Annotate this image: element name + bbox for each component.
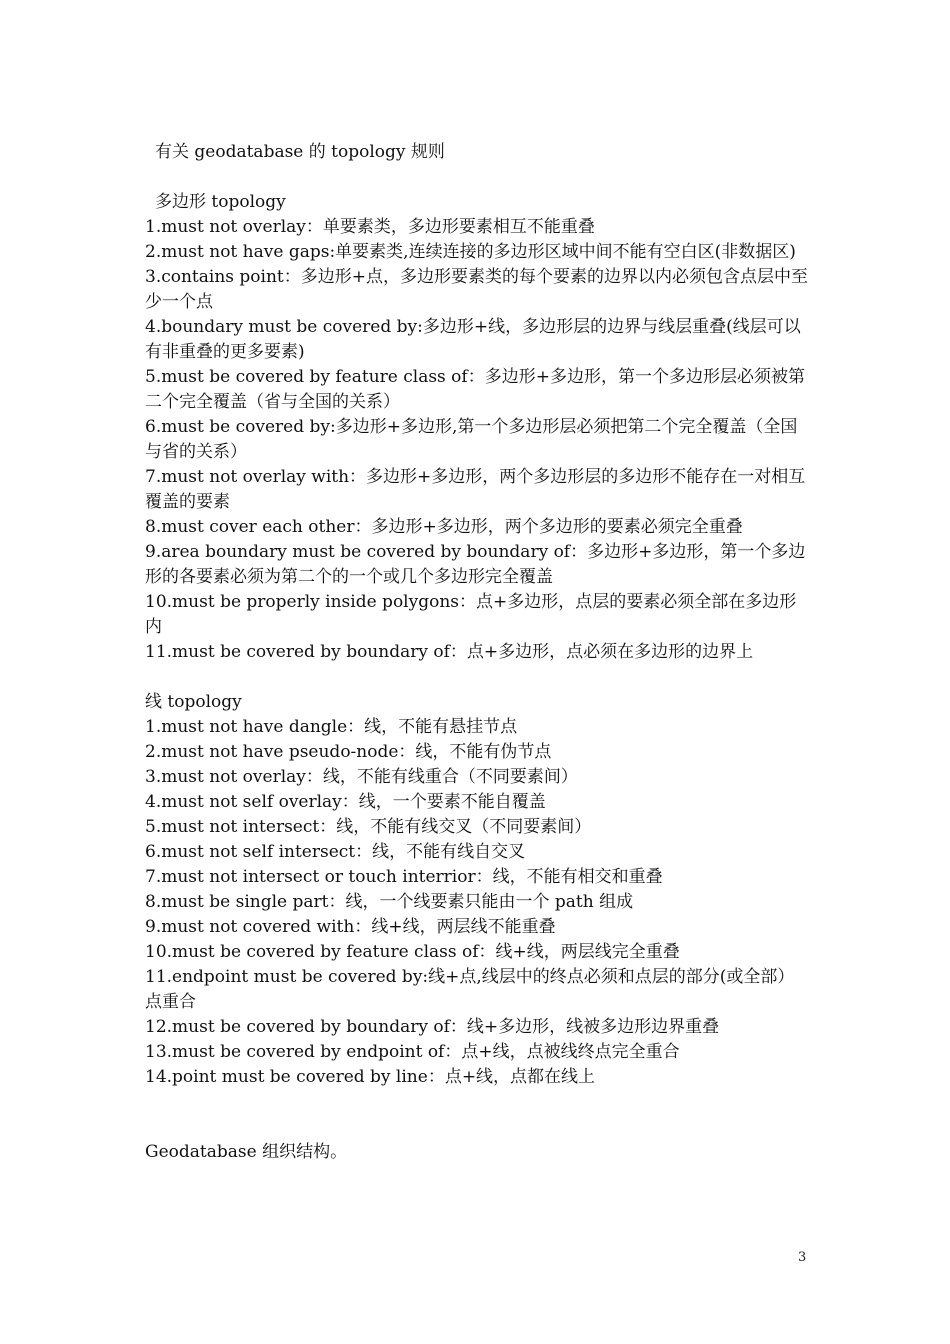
polygon-rule-3: 3.contains point：多边形+点，多边形要素类的每个要素的边界以内必须包含点层中至少一个点 (145, 267, 808, 312)
polygon-rule-10: 10.must be properly inside polygons：点+多边形，点层的要素必须全部在多边形内 (145, 592, 797, 637)
line-rule-14: 14.point must be covered by line：点+线，点都在线上 (145, 1067, 596, 1087)
line-rule-3: 3.must not overlay：线，不能有线重合（不同要素间） (145, 767, 578, 787)
line-rule-12: 12.must be covered by boundary of：线+多边形，线被多边形边界重叠 (145, 1017, 720, 1037)
polygon-topology-heading: 多边形 topology (155, 192, 286, 212)
line-rule-11: 11.endpoint must be covered by:线+点,线层中的终点必须和点层的部分(或全部）点重合 (145, 967, 795, 1012)
polygon-rule-11: 11.must be covered by boundary of：点+多边形，点必须在多边形的边界上 (145, 642, 754, 662)
page-number: 3 (798, 1250, 807, 1265)
line-rule-10: 10.must be covered by feature class of：线+线，两层线完全重叠 (145, 942, 680, 962)
line-rule-9: 9.must not covered with：线+线，两层线不能重叠 (145, 917, 556, 937)
polygon-rule-5: 5.must be covered by feature class of：多边形+多边形，第一个多边形层必须被第二个完全覆盖（省与全国的关系） (145, 367, 805, 412)
line-rule-13: 13.must be covered by endpoint of：点+线，点被线终点完全重合 (145, 1042, 680, 1062)
line-rule-1: 1.must not have dangle：线，不能有悬挂节点 (145, 717, 518, 737)
spacer (145, 1090, 810, 1140)
line-rule-6: 6.must not self intersect：线，不能有线自交叉 (145, 842, 526, 862)
line-topology-heading: 线 topology (145, 692, 242, 712)
spacer (145, 665, 810, 690)
polygon-rule-2: 2.must not have gaps:单要素类,连续连接的多边形区域中间不能有空白区(非数据区) (145, 242, 796, 262)
line-rule-2: 2.must not have pseudo-node：线，不能有伪节点 (145, 742, 552, 762)
geodatabase-structure-heading: Geodatabase 组织结构。 (145, 1142, 348, 1162)
line-rule-5: 5.must not intersect：线，不能有线交叉（不同要素间） (145, 817, 592, 837)
polygon-rule-4: 4.boundary must be covered by:多边形+线，多边形层的边界与线层重叠(线层可以有非重叠的更多要素) (145, 317, 801, 362)
line-rule-7: 7.must not intersect or touch interrior：线，不能有相交和重叠 (145, 867, 663, 887)
document-title: 有关 geodatabase 的 topology 规则 (155, 142, 445, 162)
polygon-rule-9: 9.area boundary must be covered by boundary of：多边形+多边形，第一个多边形的各要素必须为第二个的一个或几个多边形完全覆盖 (145, 542, 806, 587)
line-rule-4: 4.must not self overlay：线，一个要素不能自覆盖 (145, 792, 546, 812)
line-rule-8: 8.must be single part：线，一个线要素只能由一个 path 组成 (145, 892, 634, 912)
polygon-rule-1: 1.must not overlay：单要素类，多边形要素相互不能重叠 (145, 217, 595, 237)
spacer (145, 165, 810, 190)
polygon-rule-6: 6.must be covered by:多边形+多边形,第一个多边形层必须把第二个完全覆盖（全国与省的关系） (145, 417, 798, 462)
polygon-rule-8: 8.must cover each other：多边形+多边形，两个多边形的要素必须完全重叠 (145, 517, 743, 537)
document-body (145, 140, 810, 1165)
polygon-rule-7: 7.must not overlay with：多边形+多边形，两个多边形层的多边形不能存在一对相互覆盖的要素 (145, 467, 806, 512)
